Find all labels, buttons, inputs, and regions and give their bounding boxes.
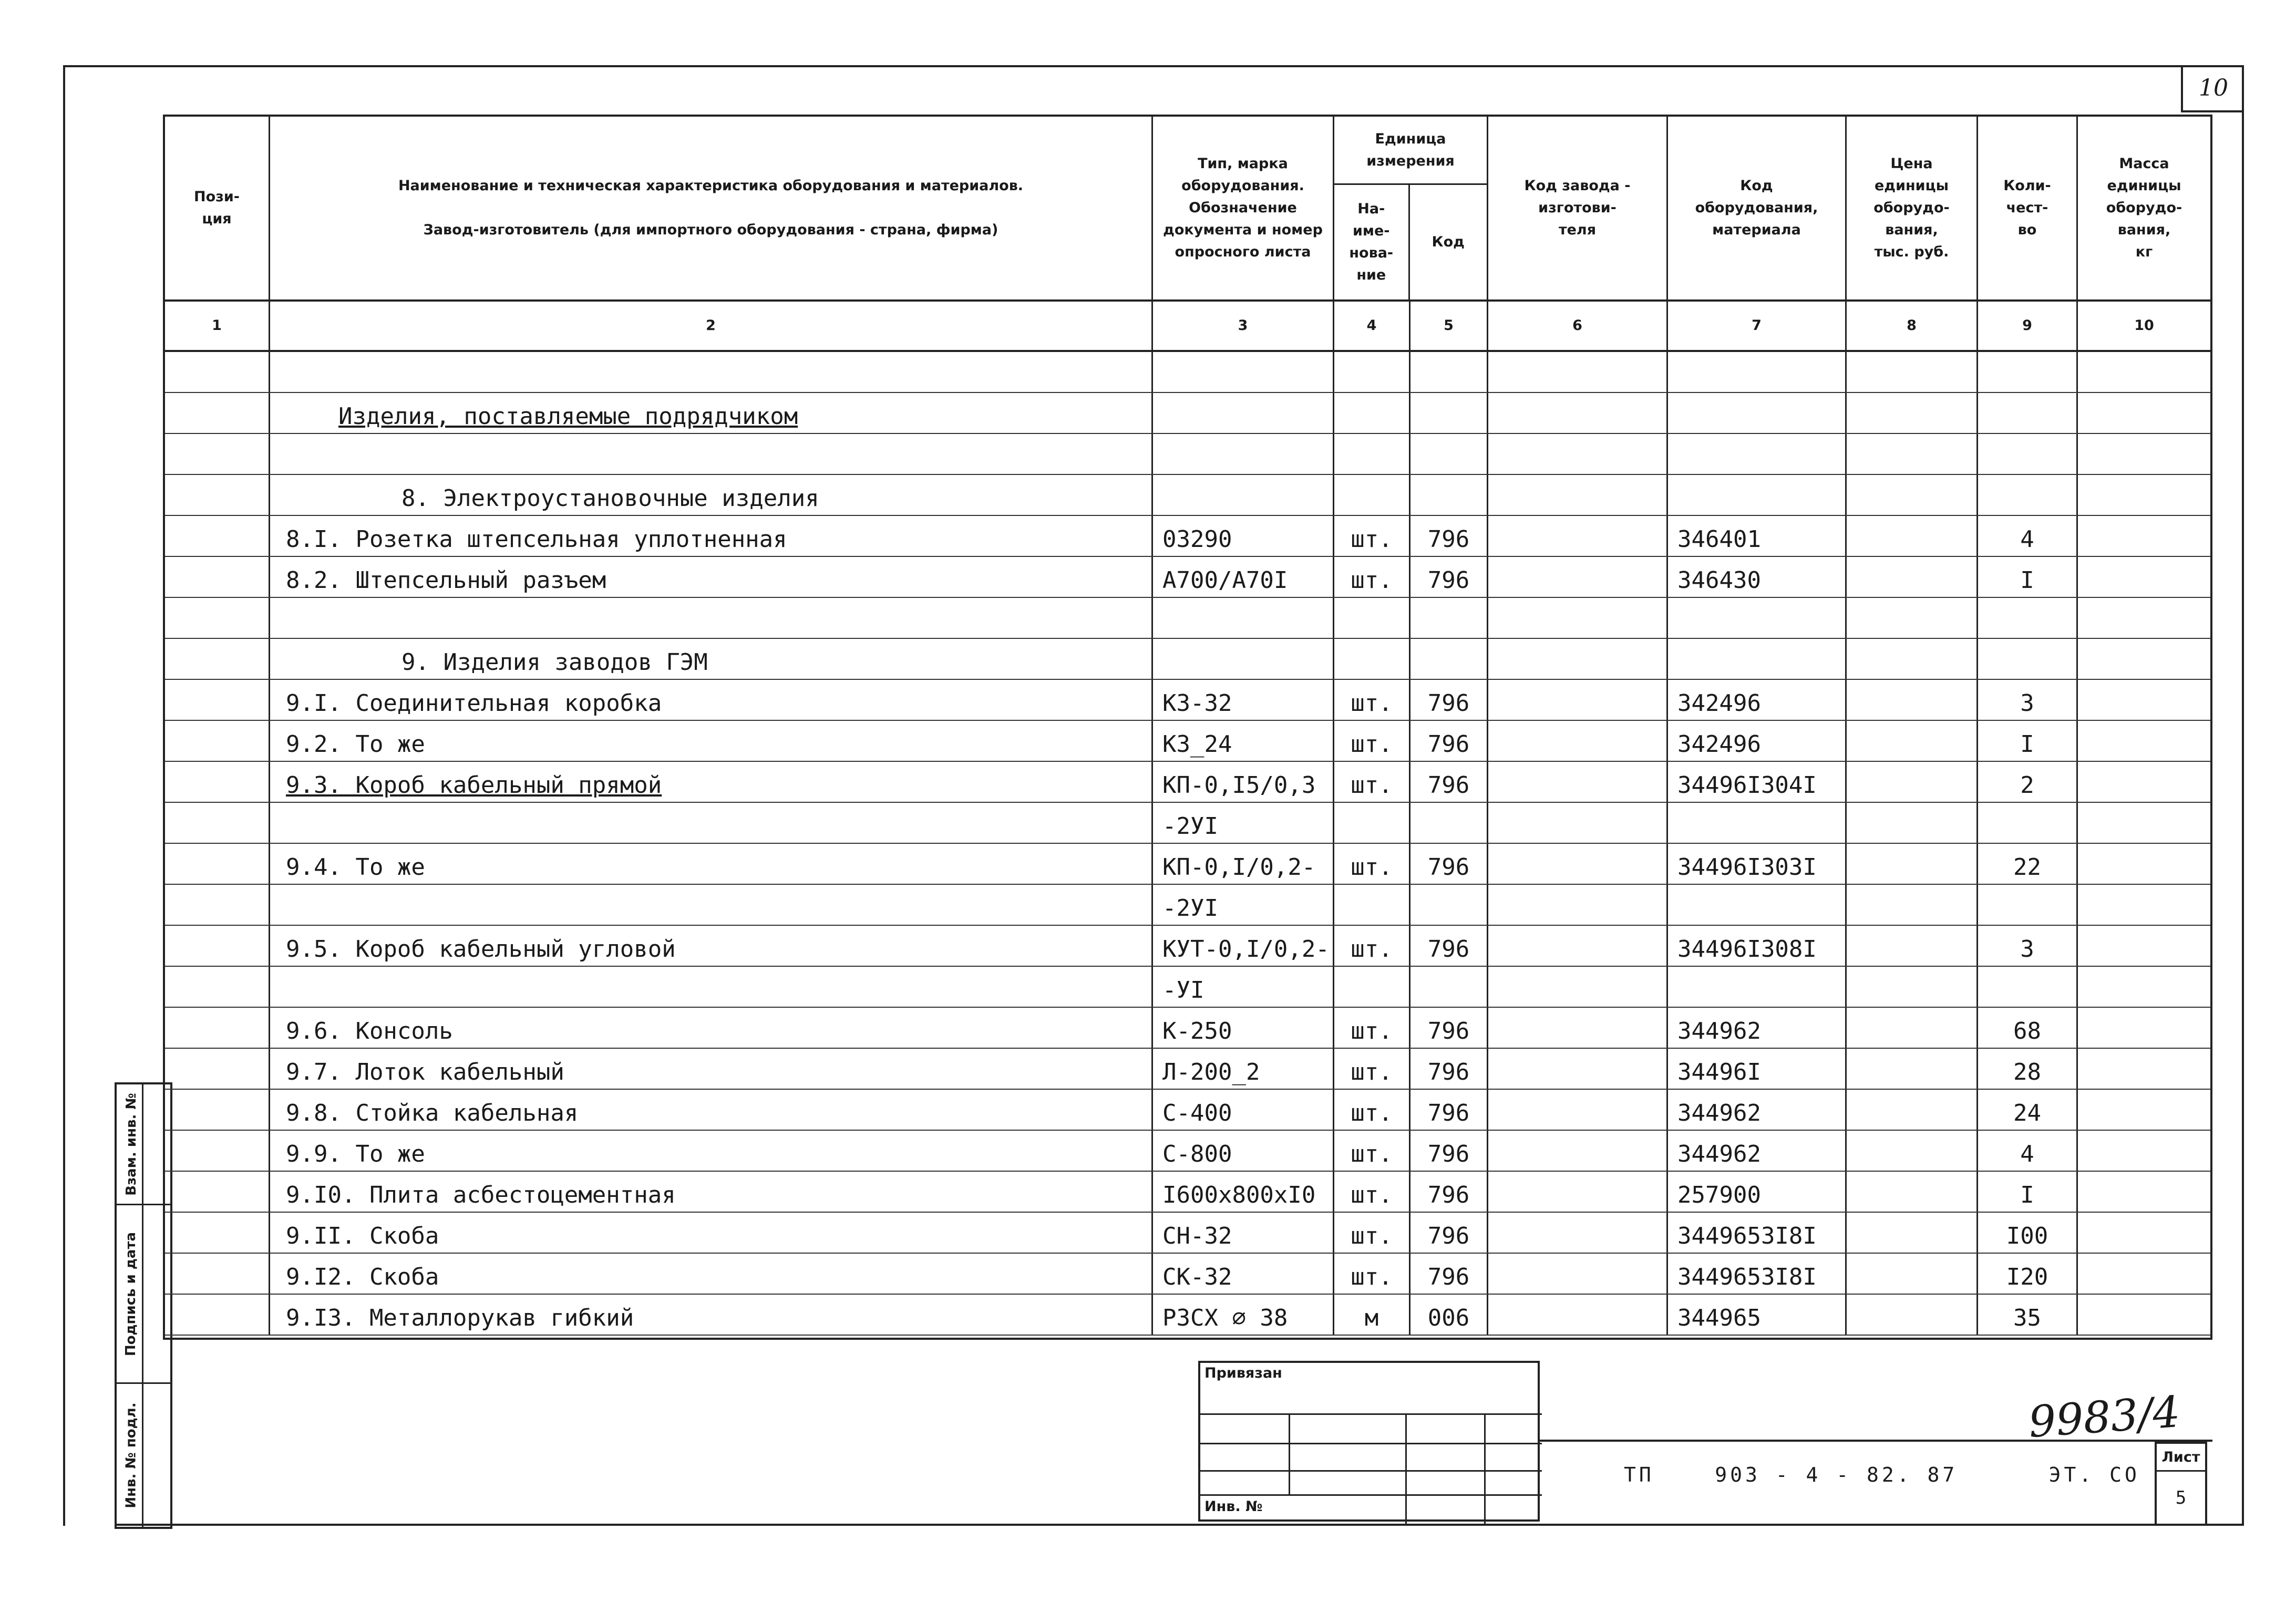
cell-type: -2УI xyxy=(1153,803,1334,843)
cell-unit xyxy=(1334,475,1410,515)
cell-unit-code xyxy=(1410,803,1488,843)
header-type: Тип, марка оборудования. Обозначение документа и номер опросного листа xyxy=(1153,117,1334,299)
cell-position xyxy=(165,680,270,720)
cell-unit xyxy=(1334,598,1410,638)
cell-equipment-code: 344962 xyxy=(1668,1008,1847,1048)
sheet-number: 5 xyxy=(2175,1487,2187,1508)
cell-equipment-code xyxy=(1668,885,1847,925)
cell-quantity: 22 xyxy=(1978,844,2078,884)
cell-position xyxy=(165,475,270,515)
cell-name: 9.3. Короб кабельный прямой xyxy=(270,762,1153,802)
cell-factory-code xyxy=(1488,926,1668,966)
cell-quantity: I xyxy=(1978,557,2078,597)
cell-factory-code xyxy=(1488,1131,1668,1171)
cell-unit: шт. xyxy=(1334,1213,1410,1253)
cell-price xyxy=(1847,844,1978,884)
column-numbers: 1 2 3 4 5 6 7 8 9 10 xyxy=(165,302,2210,352)
cell-quantity xyxy=(1978,885,2078,925)
cell-factory-code xyxy=(1488,1090,1668,1130)
cell-quantity: 68 xyxy=(1978,1008,2078,1048)
table-row xyxy=(165,1213,2210,1254)
cell-type: КП-0,I5/0,3 xyxy=(1153,762,1334,802)
cell-price xyxy=(1847,352,1978,392)
cell-name: 9.4. То же xyxy=(270,844,1153,884)
cell-unit-code: 796 xyxy=(1410,762,1488,802)
cell-mass xyxy=(2078,393,2210,433)
cell-position xyxy=(165,1172,270,1212)
cell-unit-code: 796 xyxy=(1410,680,1488,720)
cell-equipment-code: 3449653I8I xyxy=(1668,1254,1847,1294)
cell-mass xyxy=(2078,1172,2210,1212)
cell-equipment-code xyxy=(1668,803,1847,843)
cell-price xyxy=(1847,803,1978,843)
cell-mass xyxy=(2078,1008,2210,1048)
cell-factory-code xyxy=(1488,967,1668,1007)
podpis-label: Подпись и дата xyxy=(123,1232,139,1356)
cell-quantity xyxy=(1978,598,2078,638)
cell-quantity: 24 xyxy=(1978,1090,2078,1130)
cell-price xyxy=(1847,1008,1978,1048)
cell-unit: шт. xyxy=(1334,721,1410,761)
cell-mass xyxy=(2078,1131,2210,1171)
cell-type xyxy=(1153,598,1334,638)
table-row xyxy=(165,762,2210,803)
cell-equipment-code: 257900 xyxy=(1668,1172,1847,1212)
cell-unit-code: 796 xyxy=(1410,557,1488,597)
cell-type: СК-32 xyxy=(1153,1254,1334,1294)
cell-name: 9.I0. Плита асбестоцементная xyxy=(270,1172,1153,1212)
table-row xyxy=(165,1131,2210,1172)
table-row xyxy=(165,844,2210,885)
cell-name xyxy=(270,352,1153,392)
cell-quantity xyxy=(1978,639,2078,679)
header-price: Цена единицы оборудо- вания, тыс. руб. xyxy=(1847,117,1978,299)
table-row xyxy=(165,557,2210,598)
cell-position xyxy=(165,516,270,556)
cell-unit: шт. xyxy=(1334,1131,1410,1171)
table-row xyxy=(165,1172,2210,1213)
inv-podl-label: Инв. № подл. xyxy=(123,1402,139,1508)
cell-price xyxy=(1847,1131,1978,1171)
table-body xyxy=(165,352,2210,1336)
cell-type: 03290 xyxy=(1153,516,1334,556)
cell-unit xyxy=(1334,352,1410,392)
cell-price xyxy=(1847,475,1978,515)
header-position: Пози- ция xyxy=(165,117,270,299)
cell-mass xyxy=(2078,639,2210,679)
cell-unit-code: 796 xyxy=(1410,1090,1488,1130)
privyazan-label: Привязан xyxy=(1204,1365,1282,1381)
cell-name xyxy=(270,885,1153,925)
cell-name: 9.9. То же xyxy=(270,1131,1153,1171)
cell-quantity xyxy=(1978,352,2078,392)
cell-type: К-250 xyxy=(1153,1008,1334,1048)
cell-unit-code xyxy=(1410,885,1488,925)
cell-type: КП-0,I/0,2- xyxy=(1153,844,1334,884)
cell-position xyxy=(165,721,270,761)
cell-factory-code xyxy=(1488,1295,1668,1335)
cell-type: I600x800xI0 xyxy=(1153,1172,1334,1212)
cell-price xyxy=(1847,1295,1978,1335)
cell-equipment-code xyxy=(1668,434,1847,474)
cell-unit xyxy=(1334,393,1410,433)
cell-factory-code xyxy=(1488,803,1668,843)
cell-equipment-code: 34496I xyxy=(1668,1049,1847,1089)
cell-factory-code xyxy=(1488,762,1668,802)
cell-name: 9.II. Скоба xyxy=(270,1213,1153,1253)
cell-equipment-code xyxy=(1668,967,1847,1007)
cell-position xyxy=(165,639,270,679)
cell-unit-code xyxy=(1410,639,1488,679)
cell-mass xyxy=(2078,516,2210,556)
cell-unit-code xyxy=(1410,393,1488,433)
cell-unit xyxy=(1334,434,1410,474)
cell-mass xyxy=(2078,557,2210,597)
cell-price xyxy=(1847,1254,1978,1294)
cell-unit: шт. xyxy=(1334,1172,1410,1212)
cell-mass xyxy=(2078,1295,2210,1335)
cell-unit: шт. xyxy=(1334,844,1410,884)
cell-name: 9.7. Лоток кабельный xyxy=(270,1049,1153,1089)
cell-quantity: 35 xyxy=(1978,1295,2078,1335)
cell-name: 8.2. Штепсельный разъем xyxy=(270,557,1153,597)
cell-factory-code xyxy=(1488,1008,1668,1048)
cell-quantity: 4 xyxy=(1978,1131,2078,1171)
cell-equipment-code: 34496I304I xyxy=(1668,762,1847,802)
cell-quantity: 3 xyxy=(1978,926,2078,966)
cell-mass xyxy=(2078,1049,2210,1089)
cell-name xyxy=(270,598,1153,638)
cell-name: 9.8. Стойка кабельная xyxy=(270,1090,1153,1130)
cell-equipment-code xyxy=(1668,475,1847,515)
cell-mass xyxy=(2078,885,2210,925)
cell-position xyxy=(165,885,270,925)
cell-unit-code: 796 xyxy=(1410,1131,1488,1171)
cell-name xyxy=(270,803,1153,843)
cell-position xyxy=(165,352,270,392)
cell-factory-code xyxy=(1488,598,1668,638)
cell-type: КУТ-0,I/0,2- xyxy=(1153,926,1334,966)
header-unit-name: На- име- нова- ние xyxy=(1334,185,1410,299)
cell-unit xyxy=(1334,803,1410,843)
cell-type: С-400 xyxy=(1153,1090,1334,1130)
title-block xyxy=(1198,1361,1540,1522)
cell-quantity: 2 xyxy=(1978,762,2078,802)
cell-price xyxy=(1847,680,1978,720)
table-row xyxy=(165,1295,2210,1336)
cell-equipment-code xyxy=(1668,639,1847,679)
cell-unit-code xyxy=(1410,475,1488,515)
cell-quantity: I xyxy=(1978,721,2078,761)
cell-type xyxy=(1153,475,1334,515)
table-row xyxy=(165,803,2210,844)
cell-factory-code xyxy=(1488,475,1668,515)
cell-quantity xyxy=(1978,967,2078,1007)
cell-unit xyxy=(1334,967,1410,1007)
cell-unit: шт. xyxy=(1334,762,1410,802)
cell-mass xyxy=(2078,352,2210,392)
cell-factory-code xyxy=(1488,1254,1668,1294)
cell-price xyxy=(1847,1090,1978,1130)
cell-equipment-code: 346401 xyxy=(1668,516,1847,556)
cell-position xyxy=(165,762,270,802)
cell-equipment-code: 344962 xyxy=(1668,1131,1847,1171)
cell-unit: м xyxy=(1334,1295,1410,1335)
cell-unit: шт. xyxy=(1334,1008,1410,1048)
cell-price xyxy=(1847,1213,1978,1253)
table-row xyxy=(165,680,2210,721)
cell-equipment-code: 344962 xyxy=(1668,1090,1847,1130)
cell-factory-code xyxy=(1488,393,1668,433)
cell-unit: шт. xyxy=(1334,516,1410,556)
cell-unit-code: 796 xyxy=(1410,844,1488,884)
cell-equipment-code xyxy=(1668,393,1847,433)
cell-mass xyxy=(2078,926,2210,966)
cell-position xyxy=(165,803,270,843)
cell-type xyxy=(1153,352,1334,392)
cell-unit: шт. xyxy=(1334,1090,1410,1130)
cell-position xyxy=(165,967,270,1007)
cell-type: -2УI xyxy=(1153,885,1334,925)
cell-price xyxy=(1847,885,1978,925)
cell-factory-code xyxy=(1488,885,1668,925)
cell-unit-code xyxy=(1410,352,1488,392)
table-row xyxy=(165,926,2210,967)
cell-price xyxy=(1847,926,1978,966)
cell-factory-code xyxy=(1488,721,1668,761)
cell-factory-code xyxy=(1488,516,1668,556)
cell-unit-code: 796 xyxy=(1410,1213,1488,1253)
cell-position xyxy=(165,1254,270,1294)
cell-price xyxy=(1847,393,1978,433)
cell-unit-code: 796 xyxy=(1410,926,1488,966)
cell-mass xyxy=(2078,1090,2210,1130)
document-code: ТП 903 - 4 - 82. 87 ЭТ. СО xyxy=(1624,1463,2140,1486)
header-name: Наименование и техническая характеристика оборудования и материалов. Завод-изготовитель (для импортного оборудования - страна, фирма) xyxy=(270,117,1153,299)
cell-position xyxy=(165,434,270,474)
table-row xyxy=(165,967,2210,1008)
header-equipment-code: Код оборудования, материала xyxy=(1668,117,1847,299)
cell-type: КЗ_24 xyxy=(1153,721,1334,761)
cell-price xyxy=(1847,434,1978,474)
cell-name xyxy=(270,434,1153,474)
header-quantity: Коли- чест- во xyxy=(1978,117,2078,299)
cell-name: Изделия, поставляемые подрядчиком xyxy=(270,393,1153,433)
cell-name xyxy=(270,967,1153,1007)
cell-factory-code xyxy=(1488,557,1668,597)
cell-unit-code xyxy=(1410,967,1488,1007)
cell-quantity: 28 xyxy=(1978,1049,2078,1089)
cell-name: 9. Изделия заводов ГЭМ xyxy=(270,639,1153,679)
cell-equipment-code: 342496 xyxy=(1668,680,1847,720)
sheet-corner-number: 10 xyxy=(2181,65,2244,112)
cell-type xyxy=(1153,639,1334,679)
cell-unit-code: 006 xyxy=(1410,1295,1488,1335)
table-row xyxy=(165,352,2210,393)
cell-unit: шт. xyxy=(1334,926,1410,966)
cell-price xyxy=(1847,762,1978,802)
table-row xyxy=(165,598,2210,639)
cell-position xyxy=(165,393,270,433)
table-row xyxy=(165,1254,2210,1295)
cell-mass xyxy=(2078,1213,2210,1253)
cell-equipment-code xyxy=(1668,352,1847,392)
cell-factory-code xyxy=(1488,1172,1668,1212)
cell-name: 9.6. Консоль xyxy=(270,1008,1153,1048)
table-row xyxy=(165,434,2210,475)
cell-position xyxy=(165,1213,270,1253)
cell-type: А700/А70I xyxy=(1153,557,1334,597)
cell-name: 9.2. То же xyxy=(270,721,1153,761)
cell-unit-code: 796 xyxy=(1410,1172,1488,1212)
cell-unit: шт. xyxy=(1334,1049,1410,1089)
cell-name: 8. Электроустановочные изделия xyxy=(270,475,1153,515)
header-unit: Единица измерения На- име- нова- ние Код xyxy=(1334,117,1488,299)
cell-price xyxy=(1847,1049,1978,1089)
cell-equipment-code: 34496I308I xyxy=(1668,926,1847,966)
cell-mass xyxy=(2078,844,2210,884)
cell-factory-code xyxy=(1488,680,1668,720)
cell-quantity xyxy=(1978,393,2078,433)
cell-mass xyxy=(2078,967,2210,1007)
cell-unit-code: 796 xyxy=(1410,1254,1488,1294)
cell-name: 9.I2. Скоба xyxy=(270,1254,1153,1294)
side-stamp-labels xyxy=(117,1084,143,1527)
cell-factory-code xyxy=(1488,434,1668,474)
table-row xyxy=(165,516,2210,557)
cell-factory-code xyxy=(1488,639,1668,679)
cell-price xyxy=(1847,721,1978,761)
cell-unit-code xyxy=(1410,434,1488,474)
cell-unit-code: 796 xyxy=(1410,721,1488,761)
cell-unit-code: 796 xyxy=(1410,516,1488,556)
cell-unit-code xyxy=(1410,598,1488,638)
cell-equipment-code: 342496 xyxy=(1668,721,1847,761)
cell-price xyxy=(1847,1172,1978,1212)
cell-position xyxy=(165,1090,270,1130)
cell-type: Л-200_2 xyxy=(1153,1049,1334,1089)
sheet-label: Лист xyxy=(2157,1444,2205,1472)
cell-equipment-code xyxy=(1668,598,1847,638)
cell-quantity: I xyxy=(1978,1172,2078,1212)
cell-price xyxy=(1847,639,1978,679)
cell-price xyxy=(1847,967,1978,1007)
cell-name: 9.5. Короб кабельный угловой xyxy=(270,926,1153,966)
cell-unit xyxy=(1334,639,1410,679)
table-row xyxy=(165,721,2210,762)
table-row xyxy=(165,1008,2210,1049)
inv-no-label: Инв. № xyxy=(1204,1498,1263,1515)
table-row xyxy=(165,393,2210,434)
table-row xyxy=(165,1049,2210,1090)
cell-unit: шт. xyxy=(1334,1254,1410,1294)
header-factory-code: Код завода - изготови- теля xyxy=(1488,117,1668,299)
cell-price xyxy=(1847,516,1978,556)
cell-name: 9.I. Соединительная коробка xyxy=(270,680,1153,720)
table-row xyxy=(165,885,2210,926)
table-header xyxy=(165,117,2210,302)
cell-position xyxy=(165,1008,270,1048)
cell-quantity xyxy=(1978,434,2078,474)
cell-quantity xyxy=(1978,803,2078,843)
table-row xyxy=(165,1090,2210,1131)
cell-position xyxy=(165,844,270,884)
cell-type: -УI xyxy=(1153,967,1334,1007)
table-row xyxy=(165,639,2210,680)
cell-type: РЗСХ ∅ 38 xyxy=(1153,1295,1334,1335)
cell-factory-code xyxy=(1488,844,1668,884)
cell-mass xyxy=(2078,1254,2210,1294)
cell-mass xyxy=(2078,803,2210,843)
cell-position xyxy=(165,598,270,638)
bottom-border xyxy=(115,1524,2243,1526)
cell-mass xyxy=(2078,721,2210,761)
cell-position xyxy=(165,926,270,966)
cell-quantity: 3 xyxy=(1978,680,2078,720)
cell-type: С-800 xyxy=(1153,1131,1334,1171)
cell-position xyxy=(165,557,270,597)
cell-position xyxy=(165,1049,270,1089)
specification-table xyxy=(163,115,2212,1340)
handwritten-number: 9983/4 xyxy=(2027,1387,2182,1447)
cell-name: 9.I3. Металлорукав гибкий xyxy=(270,1295,1153,1335)
cell-type xyxy=(1153,434,1334,474)
cell-unit: шт. xyxy=(1334,557,1410,597)
cell-factory-code xyxy=(1488,1049,1668,1089)
cell-mass xyxy=(2078,475,2210,515)
cell-type xyxy=(1153,393,1334,433)
vzam-inv-label: Взам. инв. № xyxy=(123,1092,139,1196)
cell-quantity: I00 xyxy=(1978,1213,2078,1253)
cell-type: СН-32 xyxy=(1153,1213,1334,1253)
cell-mass xyxy=(2078,598,2210,638)
cell-unit: шт. xyxy=(1334,680,1410,720)
cell-quantity: I20 xyxy=(1978,1254,2078,1294)
table-row xyxy=(165,475,2210,516)
cell-equipment-code: 3449653I8I xyxy=(1668,1213,1847,1253)
cell-position xyxy=(165,1295,270,1335)
sheet-box xyxy=(2155,1442,2207,1526)
header-unit-code: Код xyxy=(1432,234,1465,251)
cell-unit-code: 796 xyxy=(1410,1049,1488,1089)
cell-factory-code xyxy=(1488,352,1668,392)
cell-equipment-code: 346430 xyxy=(1668,557,1847,597)
cell-unit-code: 796 xyxy=(1410,1008,1488,1048)
cell-mass xyxy=(2078,680,2210,720)
header-mass: Масса единицы оборудо- вания, кг xyxy=(2106,156,2182,260)
cell-equipment-code: 344965 xyxy=(1668,1295,1847,1335)
cell-quantity: 4 xyxy=(1978,516,2078,556)
cell-position xyxy=(165,1131,270,1171)
cell-name: 8.I. Розетка штепсельная уплотненная xyxy=(270,516,1153,556)
cell-type: КЗ-32 xyxy=(1153,680,1334,720)
cell-mass xyxy=(2078,434,2210,474)
cell-price xyxy=(1847,598,1978,638)
cell-price xyxy=(1847,557,1978,597)
cell-unit xyxy=(1334,885,1410,925)
cell-equipment-code: 34496I303I xyxy=(1668,844,1847,884)
cell-quantity xyxy=(1978,475,2078,515)
cell-mass xyxy=(2078,762,2210,802)
cell-factory-code xyxy=(1488,1213,1668,1253)
